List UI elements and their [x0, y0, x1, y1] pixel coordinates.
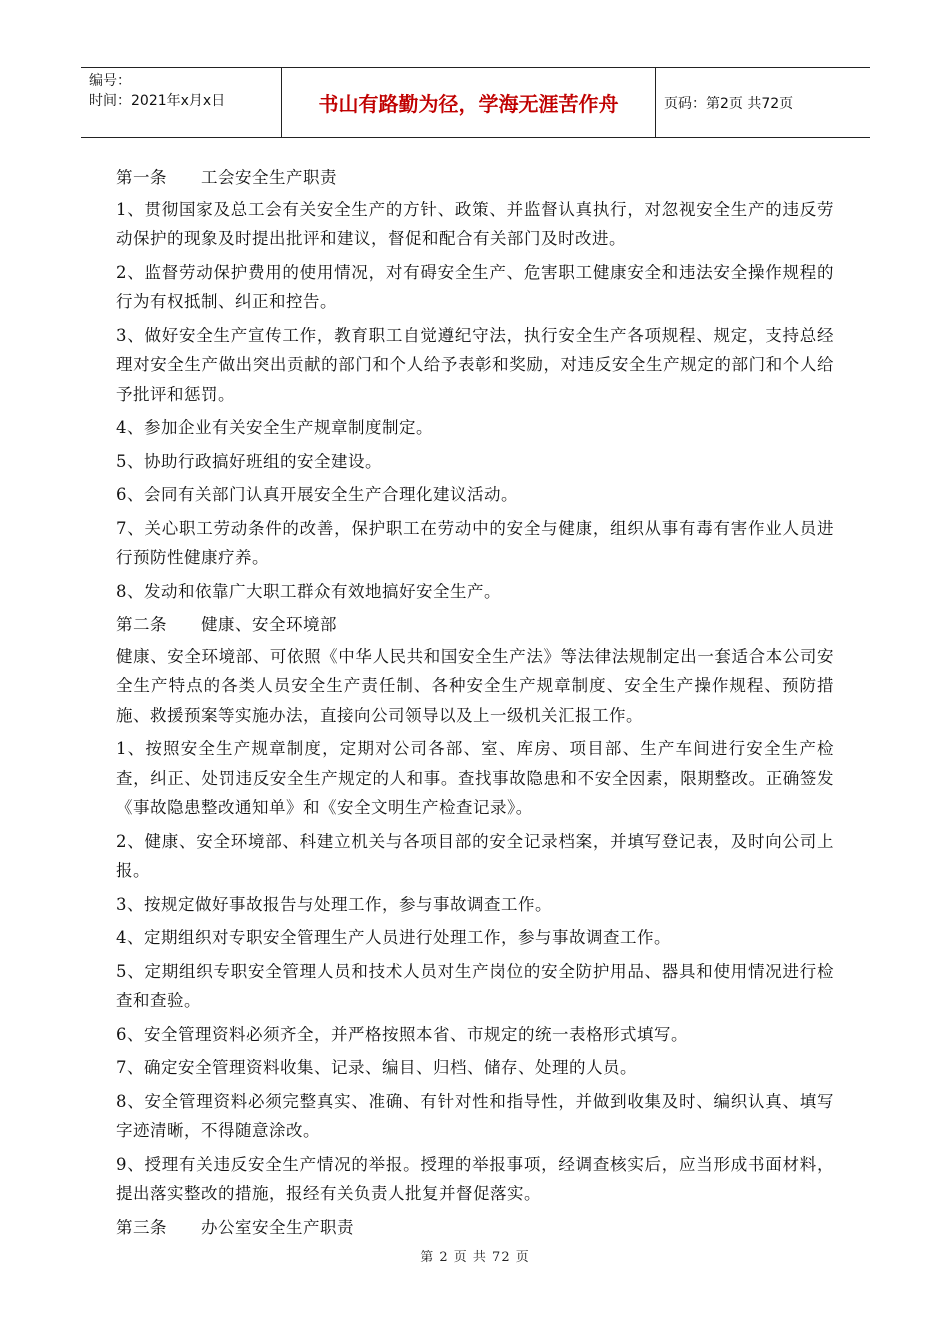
paragraph: 3、做好安全生产宣传工作，教育职工自觉遵纪守法，执行安全生产各项规程、规定，支持总经理对安全生产做出突出贡献的部门和个人给予表彰和奖励，对违反安全生产规定的部门和个人给予批评和惩罚。	[116, 325, 834, 404]
paragraph: 3、按规定做好事故报告与处理工作，参与事故调查工作。	[116, 894, 552, 914]
paragraph: 6、会同有关部门认真开展安全生产合理化建议活动。	[116, 485, 518, 504]
article-heading: 第一条 工会安全生产职责	[116, 168, 337, 187]
page-header-table	[81, 67, 870, 138]
document-date-label: 时间：2021年x月x日	[89, 93, 226, 109]
paragraph: 2、监督劳动保护费用的使用情况，对有碍安全生产、危害职工健康安全和违法安全操作规程的行为有权抵制、纠正和控告。	[116, 262, 834, 311]
paragraph: 5、协助行政搞好班组的安全建设。	[116, 451, 382, 471]
paragraph: 5、定期组织专职安全管理人员和技术人员对生产岗位的安全防护用品、器具和使用情况进行检查和查验。	[116, 961, 834, 1010]
document-body	[116, 163, 834, 1244]
paragraph: 7、确定安全管理资料收集、记录、编目、归档、储存、处理的人员。	[116, 1058, 637, 1077]
article-heading: 第二条 健康、安全环境部	[116, 615, 337, 634]
header-page-number: 页码：第2页 共72页	[664, 95, 794, 112]
paragraph: 1、按照安全生产规章制度，定期对公司各部、室、库房、项目部、生产车间进行安全生产检查，纠正、处罚违反安全生产规定的人和事。查找事故隐患和不安全因素，限期整改。正确签发《事故隐患整改通知单》和《安全文明生产检查记录》。	[116, 739, 834, 817]
document-number-label: 编号：	[89, 73, 131, 89]
paragraph: 1、贯彻国家及总工会有关安全生产的方针、政策、并监督认真执行，对忽视安全生产的违反劳动保护的现象及时提出批评和建议，督促和配合有关部门及时改进。	[116, 199, 834, 248]
paragraph: 2、健康、安全环境部、科建立机关与各项目部的安全记录档案，并填写登记表，及时向公司上报。	[116, 831, 834, 880]
header-motto: 书山有路勤为径，学海无涯苦作舟	[282, 68, 656, 137]
paragraph: 8、安全管理资料必须完整真实、准确、有针对性和指导性，并做到收集及时、编织认真、填写字迹清晰，不得随意涂改。	[116, 1091, 834, 1140]
paragraph: 健康、安全环境部、可依照《中华人民共和国安全生产法》等法律法规制定出一套适合本公司安全生产特点的各类人员安全生产责任制、各种安全生产规章制度、安全生产操作规程、预防措施、救援预案等实施办法，直接向公司领导以及上一级机关汇报工作。	[116, 646, 834, 725]
paragraph: 4、参加企业有关安全生产规章制度制定。	[116, 418, 433, 437]
article-heading: 第三条 办公室安全生产职责	[116, 1217, 354, 1237]
paragraph: 6、安全管理资料必须齐全，并严格按照本省、市规定的统一表格形式填写。	[116, 1024, 688, 1044]
header-meta-cell	[81, 68, 282, 137]
paragraph: 8、发动和依靠广大职工群众有效地搞好安全生产。	[116, 581, 501, 601]
page-footer: 第 2 页 共 72 页	[420, 1250, 530, 1265]
paragraph: 7、关心职工劳动条件的改善，保护职工在劳动中的安全与健康，组织从事有毒有害作业人员进行预防性健康疗养。	[116, 518, 834, 567]
paragraph: 9、授理有关违反安全生产情况的举报。授理的举报事项，经调查核实后，应当形成书面材料，提出落实整改的措施，报经有关负责人批复并督促落实。	[116, 1154, 834, 1203]
paragraph: 4、定期组织对专职安全管理生产人员进行处理工作，参与事故调查工作。	[116, 928, 671, 947]
